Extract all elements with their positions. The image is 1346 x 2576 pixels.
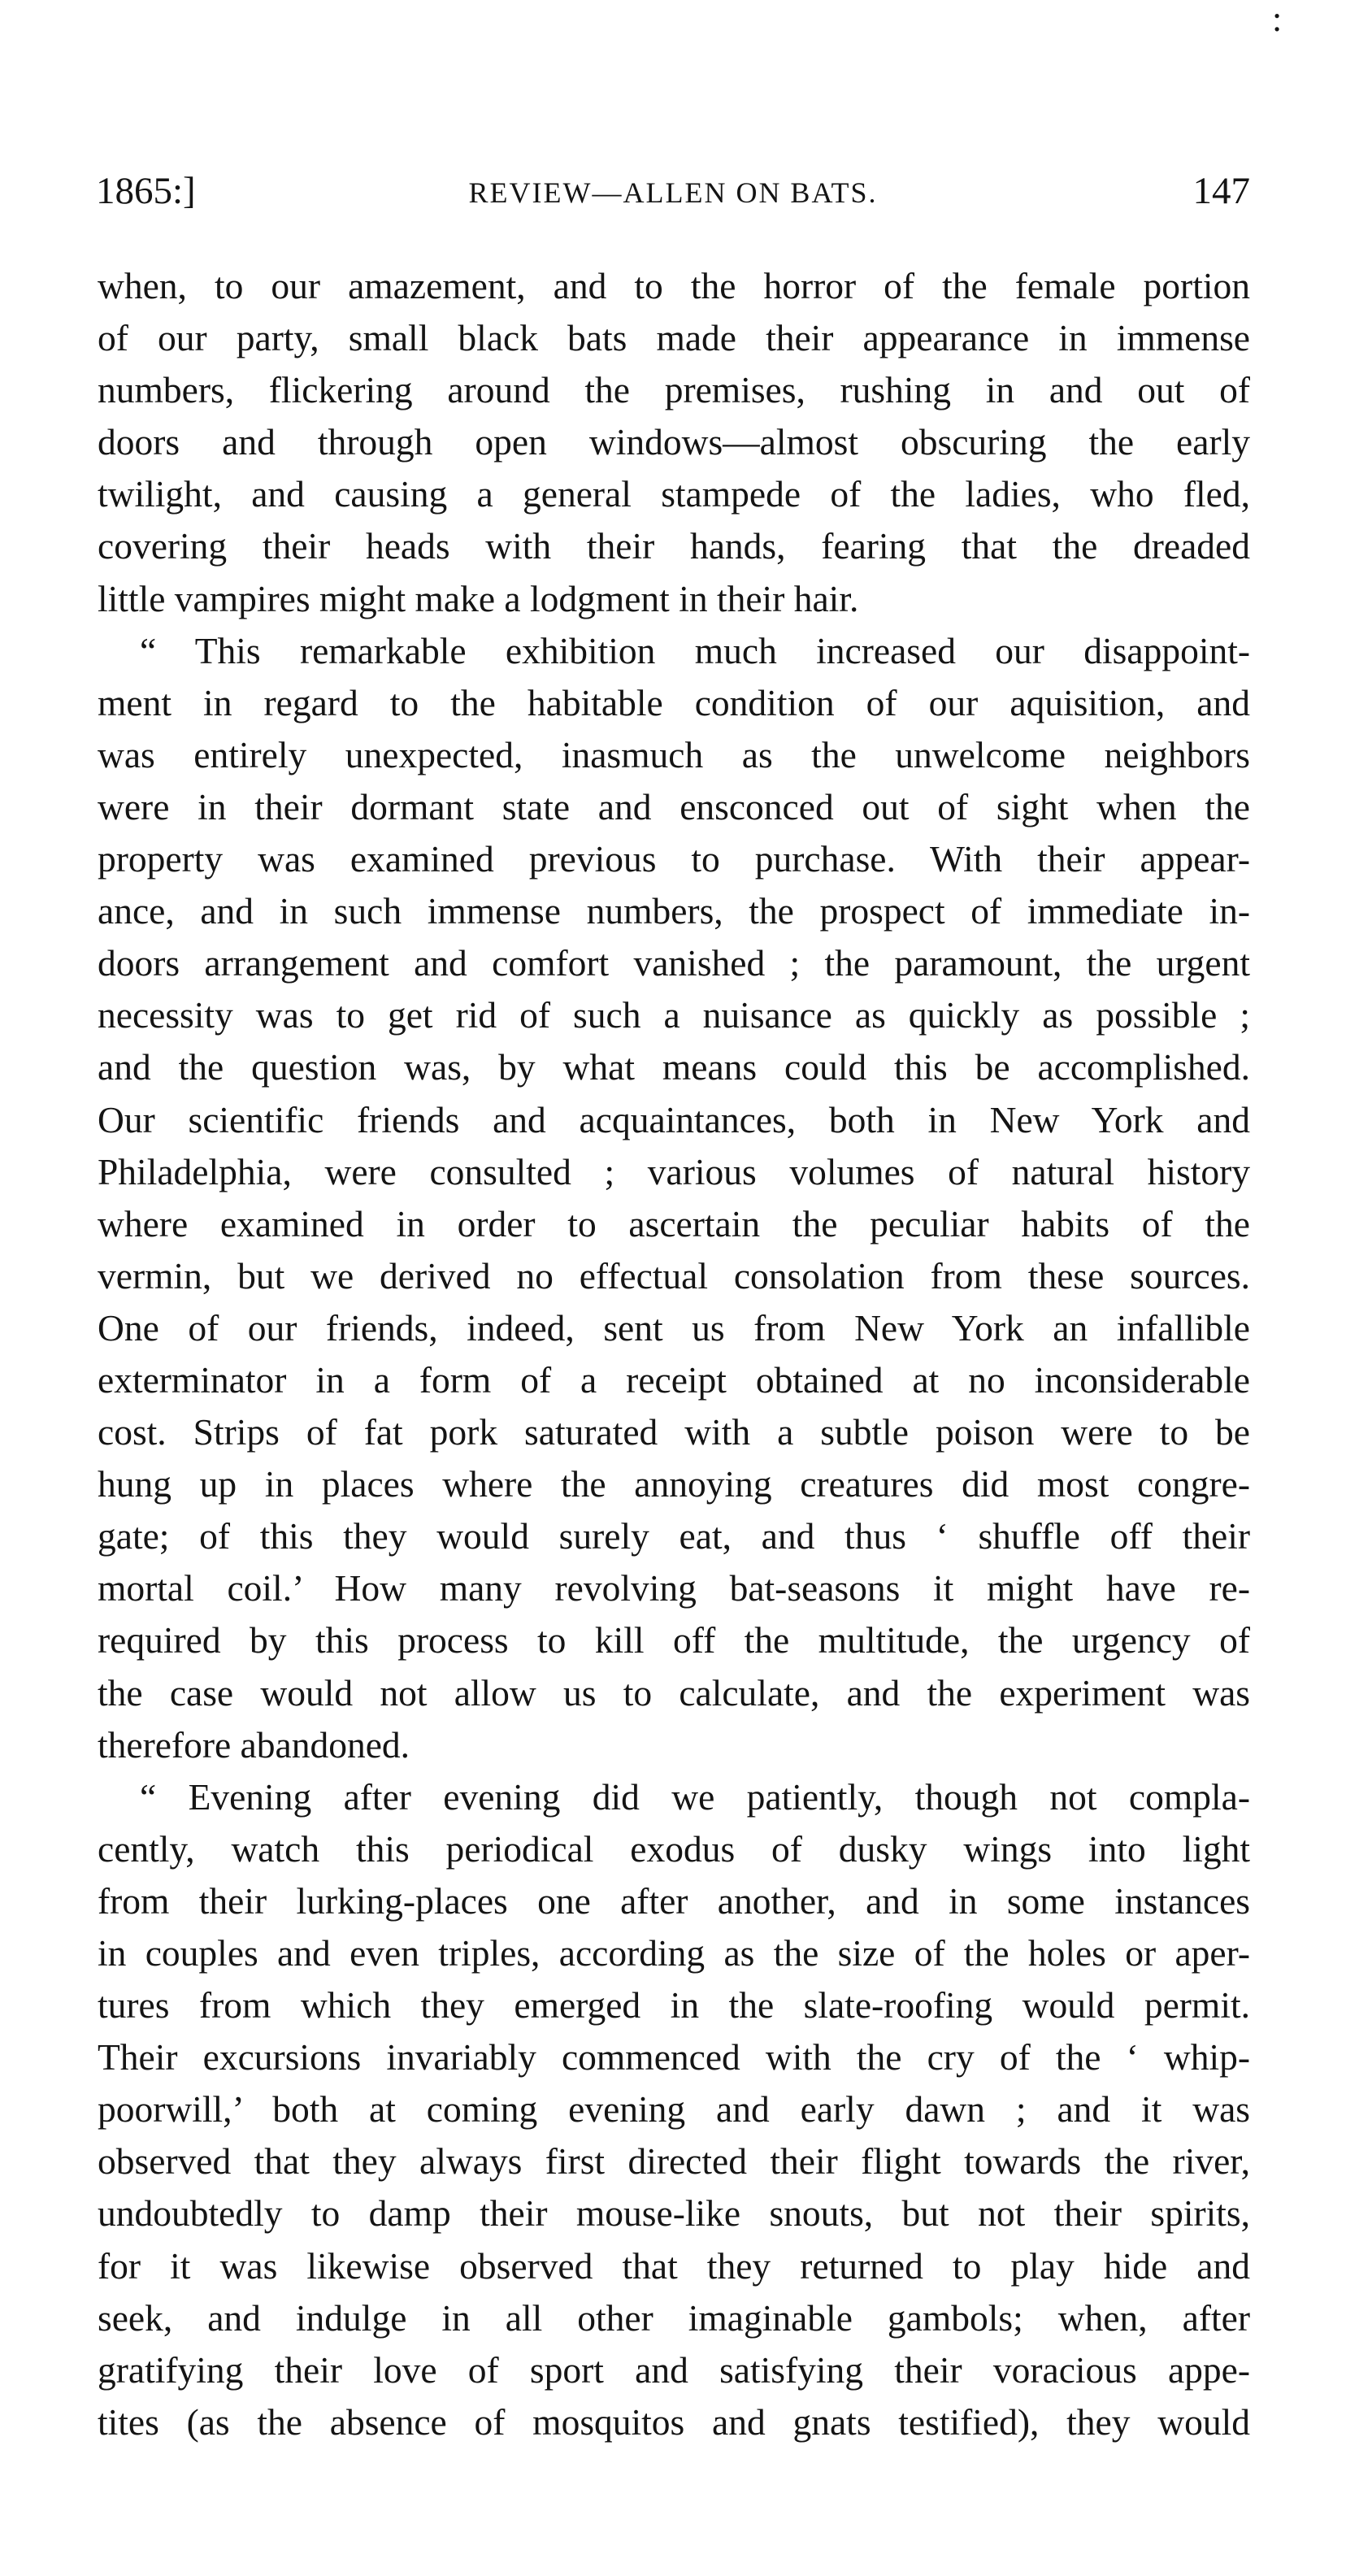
text-line: when, to our amazement, and to the horror of the female portion bbox=[98, 265, 1250, 306]
text-line: and the question was, by what means could this be accomplished. bbox=[98, 1046, 1250, 1088]
text-line: the case would not allow us to calculate, and the experiment was bbox=[98, 1671, 1250, 1714]
text-line: twilight, and causing a general stampede of the ladies, who fled, bbox=[98, 473, 1250, 515]
running-head-title: REVIEW—ALLEN ON BATS. bbox=[468, 176, 878, 209]
text-line: “ This remarkable exhibition much increased our disappoint- bbox=[140, 629, 1250, 671]
running-head-year: 1865:] bbox=[96, 170, 196, 212]
text-line: hung up in places where the annoying creatures did most congre- bbox=[98, 1463, 1250, 1505]
running-head bbox=[96, 167, 1250, 215]
text-line: ment in regard to the habitable condition of our aquisition, and bbox=[98, 681, 1250, 723]
text-line: covering their heads with their hands, fearing that the dreaded bbox=[98, 525, 1250, 567]
text-line: exterminator in a form of a receipt obtained at no inconsiderable bbox=[98, 1358, 1250, 1401]
text-line: for it was likewise observed that they returned to play hide and bbox=[98, 2244, 1250, 2287]
text-line: cost. Strips of fat pork saturated with a subtle poison were to be bbox=[98, 1411, 1250, 1453]
text-line: ance, and in such immense numbers, the prospect of immediate in- bbox=[98, 890, 1250, 932]
text-line: observed that they always first directed their flight towards the river, bbox=[98, 2140, 1250, 2183]
text-line: tures from which they emerged in the slate-roofing would permit. bbox=[98, 1984, 1250, 2026]
text-line: necessity was to get rid of such a nuisance as quickly as possible ; bbox=[98, 994, 1250, 1036]
text-line: in couples and even triples, according as the size of the holes or aper- bbox=[98, 1932, 1250, 1974]
text-line: Our scientific friends and acquaintances, both in New York and bbox=[98, 1098, 1250, 1140]
text-line: little vampires might make a lodgment in their hair. bbox=[98, 577, 859, 619]
text-line: doors and through open windows—almost obscuring the early bbox=[98, 421, 1250, 463]
text-line: where examined in order to ascertain the peculiar habits of the bbox=[98, 1202, 1250, 1245]
text-line: seek, and indulge in all other imaginable gambols; when, after bbox=[98, 2296, 1250, 2339]
text-line: gate; of this they would surely eat, and thus ‘ shuffle off their bbox=[98, 1515, 1250, 1557]
text-line: tites (as the absence of mosquitos and gnats testified), they would bbox=[98, 2400, 1250, 2443]
text-line: Their excursions invariably commenced with the cry of the ‘ whip- bbox=[98, 2036, 1250, 2079]
text-line: of our party, small black bats made their appearance in immense bbox=[98, 317, 1250, 359]
text-line: undoubtedly to damp their mouse-like snouts, but not their spirits, bbox=[98, 2192, 1250, 2235]
page-number: 147 bbox=[1192, 170, 1250, 212]
text-line: required by this process to kill off the multitude, the urgency of bbox=[98, 1619, 1250, 1662]
text-line: doors arrangement and comfort vanished ; the paramount, the urgent bbox=[98, 942, 1250, 984]
body-text bbox=[98, 260, 1250, 2448]
text-line: were in their dormant state and ensconced out of sight when the bbox=[98, 785, 1250, 828]
text-line: vermin, but we derived no effectual consolation from these sources. bbox=[98, 1254, 1250, 1297]
text-line: One of our friends, indeed, sent us from New York an infallible bbox=[98, 1306, 1250, 1349]
edge-mark: : bbox=[1272, 0, 1283, 39]
text-line: mortal coil.’ How many revolving bat-seasons it might have re- bbox=[98, 1567, 1250, 1609]
text-line: was entirely unexpected, inasmuch as the unwelcome neighbors bbox=[98, 733, 1250, 775]
text-line: poorwill,’ both at coming evening and early dawn ; and it was bbox=[98, 2088, 1250, 2131]
text-line: Philadelphia, were consulted ; various volumes of natural history bbox=[98, 1150, 1250, 1192]
text-line: numbers, flickering around the premises, rushing in and out of bbox=[98, 369, 1250, 411]
text-line: property was examined previous to purchase. With their appear- bbox=[98, 838, 1250, 880]
text-line: “ Evening after evening did we patiently, though not compla- bbox=[140, 1775, 1250, 1818]
text-line: from their lurking-places one after another, and in some instances bbox=[98, 1879, 1250, 1922]
text-line: gratifying their love of sport and satisfying their voracious appe- bbox=[98, 2348, 1250, 2391]
text-line: therefore abandoned. bbox=[98, 1723, 410, 1766]
text-line: cently, watch this periodical exodus of dusky wings into light bbox=[98, 1827, 1250, 1870]
